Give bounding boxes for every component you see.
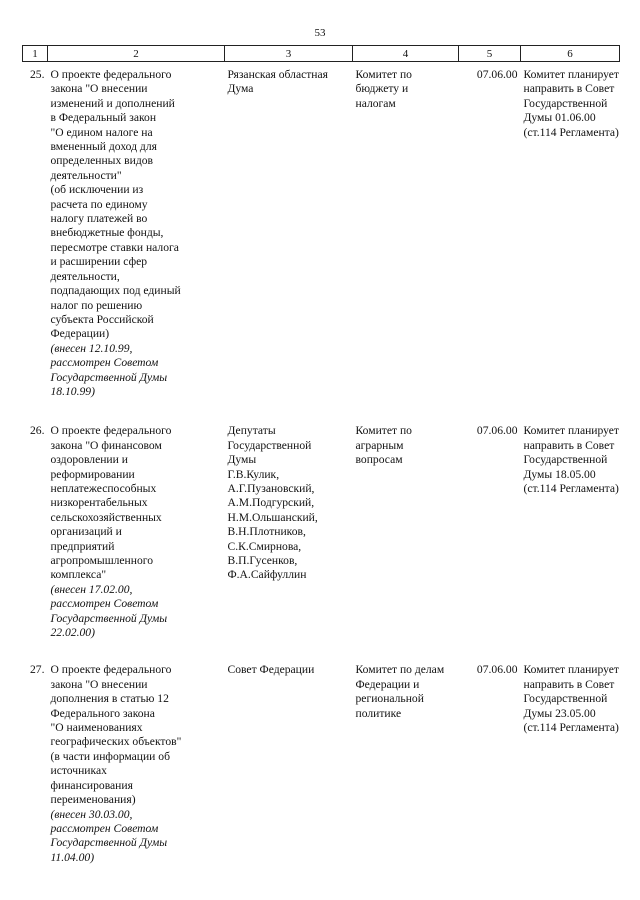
author-line: Думы (227, 453, 257, 467)
bill-title-line: закона "О финансовом (50, 438, 162, 452)
bill-title-line: расчета по единому (50, 197, 148, 211)
bill-author (225, 62, 353, 400)
bill-author (225, 640, 353, 865)
row-number: 25. (30, 68, 45, 81)
page-number: 53 (314, 27, 326, 39)
table-row (23, 62, 620, 400)
author-line: Ф.А.Сайфуллин (227, 568, 307, 582)
plan-line: (ст.114 Регламента) (523, 125, 619, 139)
plan-line: Комитет планирует (523, 68, 619, 81)
bill-note-line: (внесен 17.02.00, (50, 582, 133, 596)
column-header: 5 (459, 46, 521, 62)
bill-title-line: деятельности, (50, 269, 120, 283)
bill-title-line: деятельности" (50, 168, 122, 182)
bill-title-line: закона "О внесении (50, 677, 148, 691)
plan-line: Думы 18.05.00 (523, 467, 596, 481)
bill-title-line: низкорентабельных (50, 496, 148, 510)
bill-title-line: источниках (50, 764, 107, 778)
committee-line: налогам (355, 96, 396, 110)
bill-title-line: Федерального закона (50, 706, 155, 720)
bill-title-line: неплатежеспособных (50, 481, 157, 495)
plan-line: Думы 23.05.00 (523, 706, 596, 720)
author-line: Н.М.Ольшанский, (227, 510, 318, 524)
committee-line: политике (355, 706, 402, 720)
bill-title-line: определенных видов (50, 154, 154, 168)
column-header: 3 (225, 46, 353, 62)
committee-plan (521, 62, 620, 400)
plan-line: Государственной (523, 453, 608, 467)
bill-title-line: О проекте федерального (50, 68, 172, 81)
table-row (23, 640, 620, 865)
author-line: Рязанская областная (227, 68, 328, 81)
bill-note-line: рассмотрен Советом (50, 821, 159, 835)
plan-line: Думы 01.06.00 (523, 111, 596, 125)
bill-title-line: "О наименованиях (50, 721, 143, 735)
committee-line: Комитет по делам (355, 663, 445, 677)
committee-line: аграрным (355, 438, 404, 452)
review-date: 07.06.00 (476, 424, 518, 438)
plan-line: Комитет планирует (523, 424, 619, 438)
bill-note-line: (внесен 30.03.00, (50, 807, 133, 821)
bills-table (22, 45, 620, 865)
bill-title-line: предприятий (50, 539, 115, 553)
bill-title-line: географических объектов" (50, 735, 182, 749)
author-line: Г.В.Кулик, (227, 467, 280, 481)
bill-note-line: 22.02.00) (50, 626, 95, 640)
author-line: Государственной (227, 438, 312, 452)
bill-note-line: Государственной Думы (50, 370, 168, 384)
author-line: Дума (227, 82, 254, 96)
plan-line: направить в Совет (523, 677, 615, 691)
bill-note-line: рассмотрен Советом (50, 597, 159, 611)
bill-title-line: вмененный доход для (50, 140, 157, 154)
bill-title-line: оздоровлении и (50, 453, 128, 467)
row-number: 26. (30, 424, 45, 438)
bill-title-line: налог по решению (50, 298, 143, 312)
committee-line: Федерации и (355, 677, 420, 691)
bill-description (48, 640, 225, 865)
plan-line: (ст.114 Регламента) (523, 721, 619, 735)
committee-line: Комитет по (355, 424, 412, 438)
review-date: 07.06.00 (476, 663, 518, 677)
column-header-row (23, 46, 620, 62)
responsible-committee (353, 640, 459, 865)
bill-note-line: (внесен 12.10.99, (50, 341, 133, 355)
bill-title-line: О проекте федерального (50, 663, 172, 677)
bill-description (48, 399, 225, 640)
bill-note-line: 18.10.99) (50, 384, 95, 398)
bill-title-line: О проекте федерального (50, 424, 172, 438)
author-line: С.К.Смирнова, (227, 539, 302, 553)
column-header: 2 (48, 46, 225, 62)
bill-title-line: закона "О внесении (50, 82, 148, 96)
table-row (23, 399, 620, 640)
bill-title-line: подпадающих под единый (50, 284, 181, 298)
bill-title-line: "О едином налоге на (50, 125, 153, 139)
author-line: В.Н.Плотников, (227, 525, 306, 539)
bill-title-line: агропромышленного (50, 554, 154, 567)
bill-note-line: Государственной Думы (50, 836, 168, 850)
bill-title-line: пересмотре ставки налога (50, 240, 179, 254)
plan-line: Государственной (523, 96, 608, 110)
bill-title-line: изменений и дополнений (50, 96, 175, 110)
bill-author (225, 399, 353, 640)
committee-plan (521, 399, 620, 640)
bill-title-line: в Федеральный закон (50, 111, 157, 125)
bill-description (48, 62, 225, 400)
bill-title-line: внебюджетные фонды, (50, 226, 164, 240)
bill-title-line: налогу платежей во (50, 212, 148, 226)
plan-line: Комитет планирует (523, 663, 619, 677)
bill-title-line: сельскохозяйственных (50, 510, 162, 524)
bill-note-line: Государственной Думы (50, 611, 168, 625)
committee-line: вопросам (355, 453, 403, 467)
row-number: 27. (30, 663, 45, 677)
committee-line: региональной (355, 692, 424, 706)
plan-line: (ст.114 Регламента) (523, 481, 619, 495)
responsible-committee (353, 62, 459, 400)
column-header: 1 (23, 46, 48, 62)
bill-title-line: реформировании (50, 467, 135, 481)
bill-title-line: дополнения в статью 12 (50, 692, 169, 706)
bill-title-line: комплекса" (50, 568, 107, 582)
bill-title-line: (об исключении из (50, 183, 144, 197)
bill-title-line: финансирования (50, 778, 133, 792)
bill-note-line: рассмотрен Советом (50, 356, 159, 370)
plan-line: направить в Совет (523, 82, 615, 96)
author-line: А.Г.Пузановский, (227, 481, 315, 495)
bill-title-line: (в части информации об (50, 749, 170, 763)
bill-title-line: и расширении сфер (50, 255, 148, 269)
committee-line: Комитет по (355, 68, 412, 81)
responsible-committee (353, 399, 459, 640)
author-line: Совет Федерации (227, 663, 315, 677)
plan-line: направить в Совет (523, 438, 615, 452)
column-header: 4 (353, 46, 459, 62)
bill-title-line: переименования) (50, 793, 136, 807)
bill-title-line: субъекта Российской (50, 312, 154, 326)
review-date: 07.06.00 (476, 68, 518, 81)
author-line: Депутаты (227, 424, 276, 438)
column-header: 6 (521, 46, 620, 62)
bill-title-line: Федерации) (50, 327, 110, 341)
author-line: А.М.Подгурский, (227, 496, 315, 510)
committee-plan (521, 640, 620, 865)
author-line: В.П.Гусенков, (227, 554, 298, 567)
committee-line: бюджету и (355, 82, 409, 96)
bill-note-line: 11.04.00) (50, 850, 95, 864)
plan-line: Государственной (523, 692, 608, 706)
bill-title-line: организаций и (50, 525, 122, 539)
